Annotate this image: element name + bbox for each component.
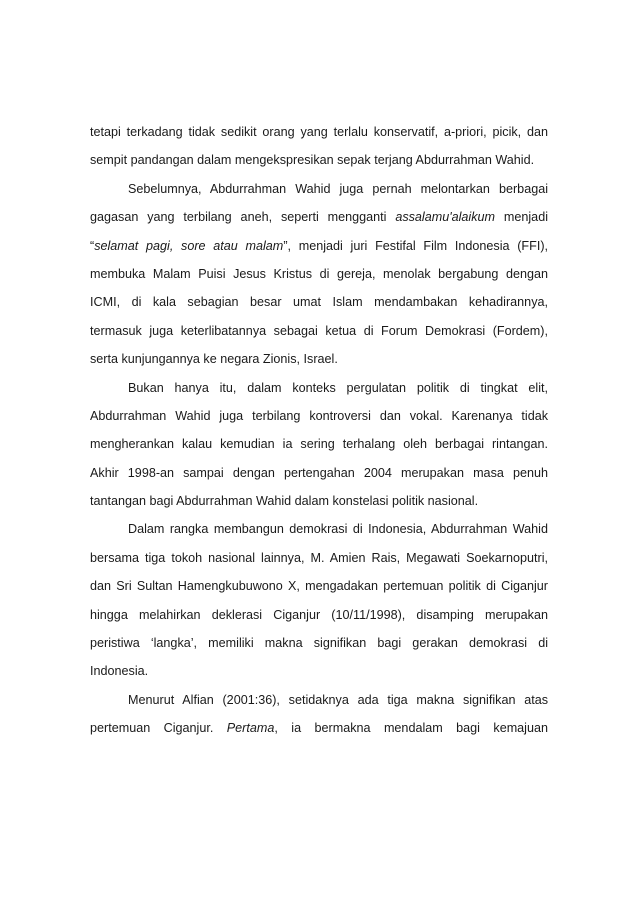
paragraph bbox=[90, 686, 548, 743]
text-line bbox=[90, 430, 548, 458]
text-segment: peristiwa ‘langka’, memiliki makna signifikan bagi gerakan demokrasi di bbox=[90, 636, 548, 651]
text-line bbox=[90, 487, 548, 515]
text-segment: Akhir 1998-an sampai dengan pertengahan 2004 merupakan masa penuh bbox=[90, 465, 548, 480]
text-segment: pertemuan Ciganjur. bbox=[90, 721, 227, 736]
text-line bbox=[90, 175, 548, 203]
text-line bbox=[90, 657, 548, 685]
text-segment: Sebelumnya, Abdurrahman Wahid juga pernah melontarkan berbagai bbox=[128, 181, 548, 196]
text-line bbox=[90, 118, 548, 146]
italic-text: assalamu'alaikum bbox=[395, 210, 496, 225]
text-line bbox=[90, 515, 548, 543]
text-segment: Indonesia. bbox=[90, 664, 149, 679]
text-segment: menjadi bbox=[495, 210, 548, 225]
text-segment: bersama tiga tokoh nasional lainnya, M. Amien Rais, Megawati Soekarnoputri, bbox=[90, 550, 548, 565]
text-segment: membuka Malam Puisi Jesus Kristus di gereja, menolak bergabung dengan bbox=[90, 266, 548, 281]
text-segment: hingga melahirkan deklerasi Ciganjur (10/11/1998), disamping merupakan bbox=[90, 607, 548, 622]
paragraph bbox=[90, 374, 548, 516]
text-segment: mengherankan kalau kemudian ia sering terhalang oleh berbagai rintangan. bbox=[90, 437, 548, 452]
text-line bbox=[90, 203, 548, 231]
text-line bbox=[90, 629, 548, 657]
text-line bbox=[90, 459, 548, 487]
text-line bbox=[90, 544, 548, 572]
text-segment: , ia bermakna mendalam bagi kemajuan bbox=[274, 721, 548, 736]
paragraph bbox=[90, 118, 548, 175]
text-segment: tantangan bagi Abdurrahman Wahid dalam konstelasi politik nasional. bbox=[90, 494, 479, 509]
italic-text: Pertama bbox=[226, 721, 275, 736]
text-line bbox=[90, 686, 548, 714]
text-line bbox=[90, 260, 548, 288]
text-line bbox=[90, 572, 548, 600]
text-segment: ICMI, di kala sebagian besar umat Islam mendambakan kehadirannya, bbox=[90, 295, 548, 310]
text-segment: Dalam rangka membangun demokrasi di Indonesia, Abdurrahman Wahid bbox=[128, 522, 548, 537]
text-segment: tetapi terkadang tidak sedikit orang yang terlalu konservatif, a-priori, picik, dan bbox=[90, 125, 548, 139]
text-segment: sempit pandangan dalam mengekspresikan sepak terjang Abdurrahman Wahid. bbox=[90, 153, 535, 168]
text-segment: ”, menjadi juri Festifal Film Indonesia (FFI), bbox=[283, 238, 548, 253]
text-line bbox=[90, 601, 548, 629]
document-body bbox=[90, 118, 548, 743]
paragraph bbox=[90, 515, 548, 685]
text-line bbox=[90, 232, 548, 260]
text-line bbox=[90, 317, 548, 345]
text-line bbox=[90, 146, 548, 174]
text-segment: gagasan yang terbilang aneh, seperti mengganti bbox=[90, 210, 396, 225]
text-line bbox=[90, 345, 548, 373]
text-line bbox=[90, 714, 548, 742]
paragraph bbox=[90, 175, 548, 374]
text-segment: Bukan hanya itu, dalam konteks pergulatan politik di tingkat elit, bbox=[128, 380, 548, 395]
italic-text: selamat pagi, sore atau malam bbox=[94, 238, 284, 253]
text-segment: termasuk juga keterlibatannya sebagai ketua di Forum Demokrasi (Fordem), bbox=[90, 323, 548, 338]
text-segment: Menurut Alfian (2001:36), setidaknya ada tiga makna signifikan atas bbox=[128, 692, 548, 707]
text-line bbox=[90, 374, 548, 402]
text-segment: Abdurrahman Wahid juga terbilang kontroversi dan vokal. Karenanya tidak bbox=[90, 408, 548, 423]
text-segment: “ bbox=[90, 238, 95, 253]
text-line bbox=[90, 402, 548, 430]
text-segment: serta kunjungannya ke negara Zionis, Israel. bbox=[90, 352, 338, 367]
text-line bbox=[90, 288, 548, 316]
text-segment: dan Sri Sultan Hamengkubuwono X, mengadakan pertemuan politik di Ciganjur bbox=[90, 579, 548, 594]
